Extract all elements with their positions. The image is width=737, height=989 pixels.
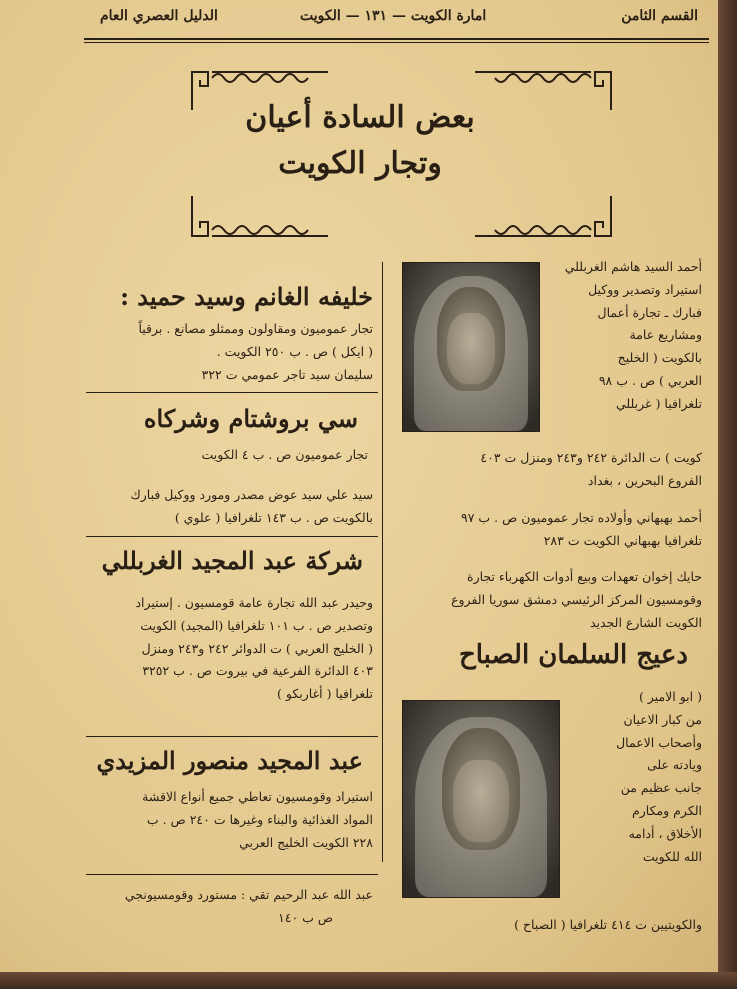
text-line: سيد علي سيد عوض مصدر ومورد ووكيل فبارك <box>130 487 373 502</box>
header-rule-thin <box>84 42 709 43</box>
text-line: الفروع البحرين ، بغداد <box>587 472 702 488</box>
header-rule <box>84 38 709 40</box>
text-line: سليمان سيد تاجر عمومي ت ٣٢٢ <box>201 366 373 382</box>
text-line: حايك إخوان تعهدات وبيع أدوات الكهرباء تجارة <box>467 569 702 584</box>
header-book-title: الدليل العصري العام <box>100 8 218 24</box>
entry-behbehani <box>382 507 702 553</box>
book-spine <box>718 0 737 989</box>
entry-heading: دعيج السلمان الصباح <box>458 640 688 670</box>
text-line: ( ابو الامير ) <box>638 689 702 704</box>
header-section: القسم الثامن <box>621 8 698 24</box>
text-line: تلغرافيا ( غربللي <box>615 395 702 411</box>
text-line: استيراد وقومسيون تعاطي جميع أنواع الاقشة <box>142 789 373 804</box>
entry-abdulmajeed-gharballi <box>83 592 373 706</box>
entry-separator <box>86 736 378 737</box>
text-line: والكويتيين ت ٤١٤ تلغرافيا ( الصباح ) <box>514 917 702 932</box>
text-line: ( ايكل ) ص . ب ٢٥٠ الكويت . <box>216 343 373 359</box>
page-header <box>0 6 718 32</box>
entry-duaij-salman-last <box>382 914 702 937</box>
title-line-2: وتجار الكويت <box>278 146 442 181</box>
book-bottom-edge <box>0 972 737 989</box>
portrait-photo <box>402 700 560 898</box>
entry-duaij-salman <box>562 686 702 868</box>
entry-separator <box>86 874 378 875</box>
header-page-number: امارة الكويت — ١٣١ — الكويت <box>300 8 487 24</box>
entry-ahmad-gharballi-top <box>522 256 702 416</box>
entry-separator <box>86 536 378 537</box>
text-line: أحمد السيد هاشم الغربللي <box>564 259 702 274</box>
text-line: أحمد بهبهاني وأولاده تجار عموميون ص . ب ٩٧ <box>461 510 702 525</box>
column-divider <box>382 262 383 862</box>
text-line: تلغرافيا بهبهاني الكويت ت ٢٨٣ <box>543 532 702 548</box>
text-line: بالكويت ص . ب ١٤٣ تلغرافيا ( علوي ) <box>174 509 373 525</box>
text-line: ( الخليج العربي ) ت الدوائر ٢٤٢ و٢٤٣ ومنزل <box>141 640 373 656</box>
text-line: العربي ) ص . ب ٩٨ <box>598 372 702 388</box>
entry-brostam <box>88 444 368 467</box>
entry-hayek-brothers <box>382 566 702 634</box>
text-line: تجار عموميون ومقاولون وممثلو مصانع . برقياً <box>138 321 373 336</box>
entry-heading: سي بروشتام وشركاه <box>143 404 358 433</box>
entry-abdulmajeed-mazidi <box>83 786 373 854</box>
text-line: استيراد وتصدير ووكيل <box>588 281 702 297</box>
portrait-photo <box>402 262 540 432</box>
text-line: وأصحاب الاعمال <box>616 734 702 750</box>
entry-heading: شركة عبد المجيد الغربللي <box>101 546 363 575</box>
entry-abdullah-taqi <box>83 884 373 930</box>
title-line-1: بعض السادة أعيان <box>245 100 475 135</box>
entry-separator <box>86 392 378 393</box>
text-line: وحيدر عبد الله تجارة عامة قومسيون . إستيراد <box>135 595 373 610</box>
text-line: بالكويت ( الخليج <box>617 350 702 366</box>
text-line: عبد الله عبد الرحيم تقي : مستورد وقومسيونجي <box>124 887 373 902</box>
text-line: وقومسيون المركز الرئيسي دمشق سوريا الفروع <box>451 591 702 607</box>
text-line: المواد الغذائية والبناء وغيرها ت ٢٤٠ ص . ب <box>146 811 373 827</box>
entry-ahmad-gharballi-bottom <box>382 447 702 493</box>
text-line: ويادته على <box>646 757 702 773</box>
text-line: تجار عموميون ص . ب ٤ الكويت <box>201 447 368 462</box>
text-line: ومشاريع عامة <box>629 327 702 343</box>
text-line: الله للكويت <box>642 848 702 864</box>
entry-heading: عبد المجيد منصور المزيدي <box>96 746 363 775</box>
text-line: ص ب ١٤٠ <box>278 909 333 925</box>
text-line: تلغرافيا ( أغاربكو ) <box>277 686 373 702</box>
text-line: ٢٢٨ الكويت الخليج العربي <box>239 834 373 850</box>
text-line: من كبار الاعيان <box>623 711 702 727</box>
text-line: الكرم ومكارم <box>631 802 702 818</box>
text-line: ٤٠٣ الدائرة الفرعية في بيروت ص . ب ٣٢٥٢ <box>142 663 373 679</box>
entry-khalifa-ghanim <box>83 318 373 386</box>
text-line: جانب عظيم من <box>620 780 702 796</box>
text-line: الكويت الشارع الجديد <box>589 614 702 630</box>
entry-sayed-ali <box>83 484 373 530</box>
text-line: الأخلاق ، أدامه <box>628 825 702 841</box>
entry-heading: خليفه الغانم وسيد حميد : <box>120 282 373 311</box>
text-line: فبارك ـ تجارة أعمال <box>597 304 702 320</box>
page-title <box>190 95 530 205</box>
text-line: كويت ) ت الدائرة ٢٤٢ و٢٤٣ ومنزل ت ٤٠٣ <box>480 450 702 465</box>
text-line: وتصدير ص . ب ١٠١ تلغرافيا (المجيد) الكويت <box>140 617 373 633</box>
